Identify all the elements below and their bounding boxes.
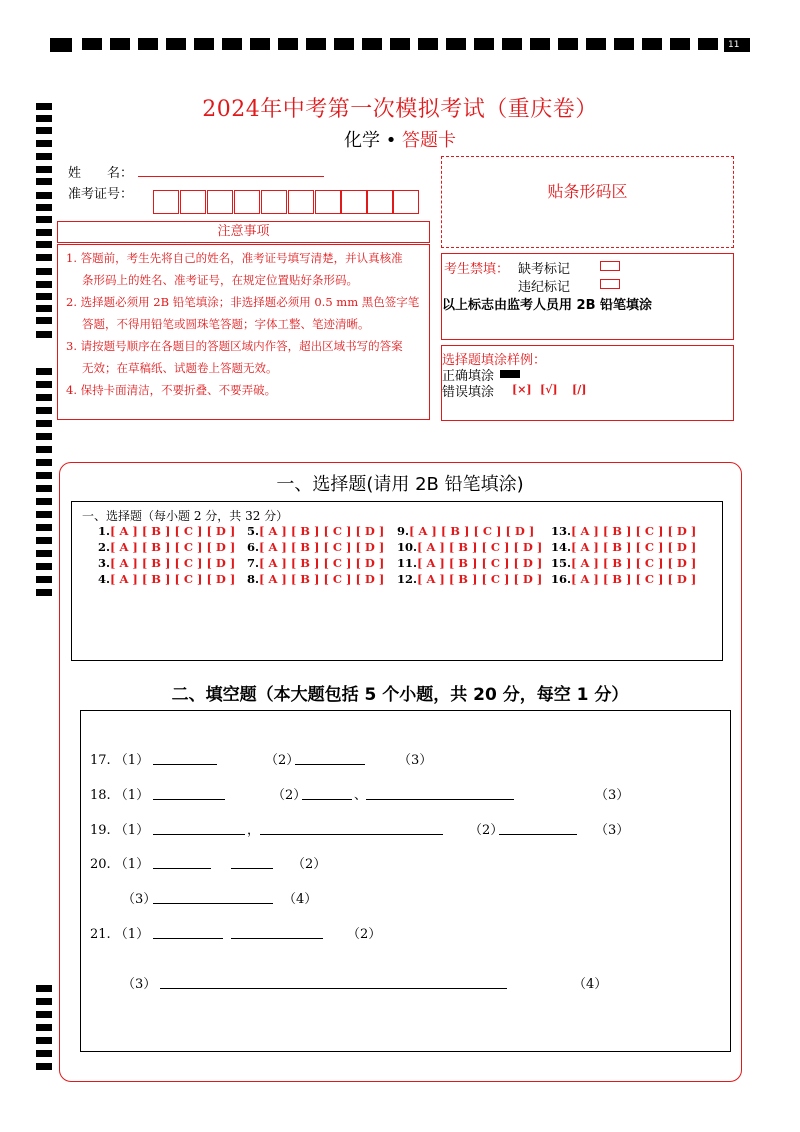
absent-checkbox[interactable]	[600, 261, 620, 271]
q18-blank-3[interactable]	[366, 799, 514, 800]
violation-checkbox[interactable]	[600, 279, 620, 289]
question-number: 10.	[397, 540, 418, 554]
q20-part4: （4）	[283, 892, 318, 907]
exam-status-label: 考生禁填：	[444, 262, 510, 277]
correct-mark	[500, 370, 520, 378]
choice-question[interactable]	[98, 572, 235, 586]
question-number: 14.	[551, 540, 572, 554]
choice-inner-title: 一、选择题（每小题 2 分，共 32 分）	[82, 509, 289, 523]
q18-part3: （3）	[595, 788, 630, 803]
q21-part3: （3）	[122, 977, 157, 992]
q20-label: 20. （1）	[90, 857, 150, 872]
wrong-mark-check: [√]	[540, 383, 558, 396]
choice-question[interactable]	[397, 556, 542, 570]
q21-blank-2[interactable]	[231, 938, 323, 939]
choice-options[interactable]: [ A ] [ B ] [ C ] [ D ]	[259, 540, 385, 554]
q20-blank-1[interactable]	[153, 868, 211, 869]
choice-options[interactable]: [ A ] [ B ] [ C ] [ D ]	[259, 572, 385, 586]
choice-options[interactable]: [ A ] [ B ] [ C ] [ D ]	[110, 556, 236, 570]
question-number: 9.	[397, 524, 410, 538]
answer-card-label: 答题卡	[402, 130, 457, 151]
q18-blank-1[interactable]	[153, 799, 225, 800]
choice-question[interactable]	[397, 572, 542, 586]
choice-question[interactable]	[247, 524, 384, 538]
question-number: 6.	[247, 540, 260, 554]
page-subtitle	[0, 126, 800, 152]
q19-part3: （3）	[595, 823, 630, 838]
question-number: 11.	[397, 556, 418, 570]
dot-separator: •	[385, 130, 397, 151]
choice-question[interactable]	[397, 540, 542, 554]
q19-sep: ，	[247, 823, 261, 838]
absent-label: 缺考标记	[518, 262, 571, 277]
choice-question[interactable]	[551, 524, 696, 538]
name-field[interactable]	[138, 176, 324, 177]
choice-options[interactable]: [ A ] [ B ] [ C ] [ D ]	[417, 572, 543, 586]
section2-title: 二、填空题（本大题包括 5 个小题，共 20 分，每空 1 分）	[171, 685, 629, 705]
q17-blank-1[interactable]	[153, 764, 217, 765]
question-number: 8.	[247, 572, 260, 586]
choice-question[interactable]	[247, 556, 384, 570]
question-number: 2.	[98, 540, 111, 554]
choice-question[interactable]	[397, 524, 534, 538]
choice-options[interactable]: [ A ] [ B ] [ C ] [ D ]	[110, 540, 236, 554]
question-number: 12.	[397, 572, 418, 586]
q18-part2: （2）	[272, 788, 307, 803]
question-number: 3.	[98, 556, 111, 570]
question-number: 16.	[551, 572, 572, 586]
wrong-label: 错误填涂	[442, 385, 495, 400]
q18-blank-2[interactable]	[302, 799, 352, 800]
wrong-mark-x: [×]	[512, 383, 532, 396]
notice-header: 注意事项	[57, 221, 430, 243]
q21-part2: （2）	[347, 927, 382, 942]
q19-blank-3[interactable]	[499, 834, 577, 835]
choice-question[interactable]	[98, 540, 235, 554]
choice-options[interactable]: [ A ] [ B ] [ C ] [ D ]	[417, 556, 543, 570]
notice-line: 4. 保持卡面清洁，不要折叠、不要弄破。	[66, 383, 277, 397]
barcode-area	[441, 156, 734, 248]
choice-question[interactable]	[98, 524, 235, 538]
q21-part4: （4）	[573, 977, 608, 992]
notice-line: 答题，不得用铅笔或圆珠笔答题；字体工整、笔迹清晰。	[82, 317, 370, 331]
q21-label: 21. （1）	[90, 927, 150, 942]
choice-options[interactable]: [ A ] [ B ] [ C ] [ D ]	[259, 556, 385, 570]
notice-line: 2. 选择题必须用 2B 铅笔填涂；非选择题必须用 0.5 mm 黑色签字笔	[66, 295, 420, 309]
correct-label: 正确填涂	[442, 369, 495, 384]
choice-question[interactable]	[247, 540, 384, 554]
q19-blank-1[interactable]	[153, 834, 245, 835]
q17-part2: （2）	[265, 753, 300, 768]
q19-label: 19. （1）	[90, 823, 150, 838]
id-label: 准考证号：	[68, 187, 134, 202]
choice-options[interactable]: [ A ] [ B ] [ C ] [ D ]	[110, 572, 236, 586]
question-number: 15.	[551, 556, 572, 570]
q20-blank-2[interactable]	[231, 868, 273, 869]
q21-blank-1[interactable]	[153, 938, 223, 939]
notice-line: 1. 答题前，考生先将自己的姓名，准考证号填写清楚，并认真核准	[66, 251, 403, 265]
q17-blank-2[interactable]	[295, 764, 365, 765]
fill-sample-label: 选择题填涂样例：	[442, 353, 547, 368]
wrong-mark-slash: [/]	[572, 383, 587, 396]
choice-options[interactable]: [ A ] [ B ] [ C ] [ D ]	[571, 540, 697, 554]
question-number: 13.	[551, 524, 572, 538]
notice-line: 3. 请按题号顺序在各题目的答题区域内作答，超出区域书写的答案	[66, 339, 403, 353]
q20-part3: （3）	[122, 892, 157, 907]
q17-label: 17. （1）	[90, 753, 150, 768]
barcode-label: 贴条形码区	[547, 182, 628, 201]
q18-label: 18. （1）	[90, 788, 150, 803]
page-title: 2024年中考第一次模拟考试（重庆卷）	[202, 97, 598, 122]
choice-question[interactable]	[551, 540, 696, 554]
q18-sep: 、	[354, 788, 368, 803]
question-number: 5.	[247, 524, 260, 538]
choice-options[interactable]: [ A ] [ B ] [ C ] [ D ]	[259, 524, 385, 538]
choice-options[interactable]: [ A ] [ B ] [ C ] [ D ]	[571, 572, 697, 586]
question-number: 4.	[98, 572, 111, 586]
notice-box	[57, 244, 430, 420]
choice-options[interactable]: [ A ] [ B ] [ C ] [ D ]	[571, 524, 697, 538]
q20-blank-3[interactable]	[153, 903, 273, 904]
choice-question[interactable]	[98, 556, 235, 570]
choice-question[interactable]	[247, 572, 384, 586]
page-number: 11	[728, 40, 740, 50]
choice-options[interactable]: [ A ] [ B ] [ C ] [ D ]	[409, 524, 535, 538]
fill-sample-box	[441, 345, 734, 421]
choice-question[interactable]	[551, 556, 696, 570]
choice-options[interactable]: [ A ] [ B ] [ C ] [ D ]	[571, 556, 697, 570]
choice-question[interactable]	[551, 572, 696, 586]
notice-line: 无效；在草稿纸、试题卷上答题无效。	[82, 361, 278, 375]
exam-status-box	[441, 253, 734, 340]
name-label: 姓 名：	[68, 166, 134, 181]
choice-options[interactable]: [ A ] [ B ] [ C ] [ D ]	[110, 524, 236, 538]
q21-blank-3[interactable]	[160, 988, 507, 989]
q19-part2: （2）	[469, 823, 504, 838]
section1-title: 一、选择题(请用 2B 铅笔填涂)	[276, 474, 524, 495]
q20-part2: （2）	[292, 857, 327, 872]
choice-options[interactable]: [ A ] [ B ] [ C ] [ D ]	[417, 540, 543, 554]
q17-part3: （3）	[398, 753, 433, 768]
q19-blank-2[interactable]	[260, 834, 443, 835]
question-number: 1.	[98, 524, 111, 538]
notice-line: 条形码上的姓名、准考证号，在规定位置贴好条形码。	[82, 273, 358, 287]
violation-label: 违纪标记	[518, 280, 571, 295]
subject-label: 化学	[343, 130, 380, 151]
status-note: 以上标志由监考人员用 2B 铅笔填涂	[442, 298, 653, 313]
question-number: 7.	[247, 556, 260, 570]
